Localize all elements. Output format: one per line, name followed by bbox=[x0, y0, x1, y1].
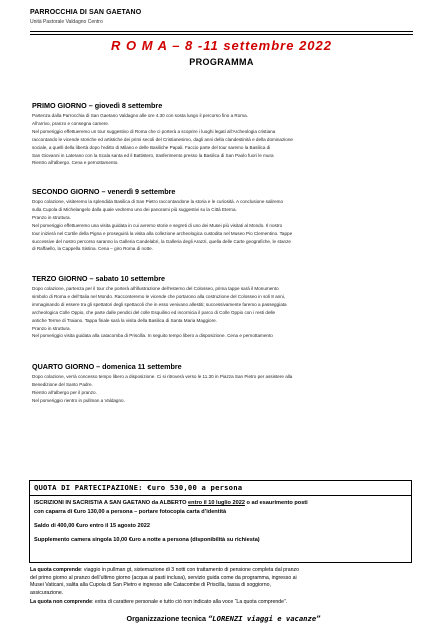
header-rule-bottom bbox=[30, 34, 413, 35]
day-text-line: Nel pomeriggio effettueremo una visita guidata in cui avremo storie e segreti di uno dei Musei più visitati al Mondo. Il nostro bbox=[32, 222, 283, 228]
day-text-line: San Giovanni in Laterano con la Scala santa ed il Battistero, trasferimento presso la Basilica di San Paolo fuori le mura bbox=[32, 152, 274, 158]
day-text-line: tour inizierà nel Cortile della Pigna e proseguirà la visita alla collezione archeologica custodita nel Museo Pio Clementino. Tappe bbox=[32, 230, 293, 236]
day-text-line: Dopo colazione, verrà concesso tempo libero a disposizione. Ci si ritroverà verso le 11.30 in Piazza San Pietro per assistere alla bbox=[32, 374, 293, 379]
parish-name: PARROCCHIA DI SAN GAETANO bbox=[30, 9, 142, 16]
programme-heading: PROGRAMMA bbox=[189, 57, 254, 67]
enrollment-text-end: o ad esaurimento posti bbox=[244, 500, 308, 506]
includes-text: : viaggio in pullman gt, sistemazione di 3 notti con trattamento di pensione completa dal pranzo bbox=[81, 567, 300, 573]
day-title: PRIMO GIORNO – giovedì 8 settembre bbox=[32, 101, 163, 110]
day-text-line: Nel pomeriggio rientro in pullman a Valdagno. bbox=[32, 397, 125, 403]
header-rule-top bbox=[30, 31, 413, 32]
includes-note bbox=[30, 567, 413, 597]
day-text-line: Rientro all’albergo. Cena e pernottamento. bbox=[32, 160, 119, 166]
day-text-line: All’arrivo, pranzo e consegna camere. bbox=[32, 120, 110, 126]
day-text-line: Nel pomeriggio visita guidata alla catacomba di Priscilla. In seguito tempo libero a disposizione. Cena e pernottamento bbox=[32, 333, 273, 339]
day-text-line: Pranzo in struttura. bbox=[32, 325, 71, 331]
balance-info: Saldo di 400,00 €uro entro il 15 agosto 2022 bbox=[34, 523, 150, 529]
day-text-line: Benedizione del Santo Padre. bbox=[32, 381, 93, 387]
includes-line bbox=[30, 567, 413, 575]
excludes-note bbox=[30, 599, 413, 607]
day-title: QUARTO GIORNO – domenica 11 settembre bbox=[32, 362, 182, 371]
day-text-line: Rientro all’albergo per il pranzo. bbox=[32, 389, 97, 395]
organizer-credit bbox=[0, 614, 447, 623]
includes-line: assicurazione. bbox=[30, 589, 64, 596]
day-text-line: di Raffaello, la Cappella Sistina. Cena – giro Roma di notte. bbox=[32, 246, 153, 252]
day-text-line: raccontando le vicende storiche ed artistiche dei primi secoli del Cristianesimo, dagli anni della clandestinità e della dominazione bbox=[32, 136, 293, 142]
day-section-3 bbox=[32, 274, 413, 340]
day-text-line: Nel pomeriggio effettueremo un tour suggestivo di Roma che ci porterà a scoprire i luoghi legati all’Archeologia cristiana bbox=[32, 128, 276, 134]
quota-box bbox=[29, 480, 412, 563]
day-title: SECONDO GIORNO – venerdì 9 settembre bbox=[32, 187, 176, 196]
organizer-name: “LORENZI viaggi e vacanze” bbox=[207, 614, 321, 623]
pastoral-unit: Unità Pastorale Valdagno Centro bbox=[30, 19, 103, 25]
enrollment-deadline: entro il 10 luglio 2022 bbox=[188, 500, 245, 506]
day-title: TERZO GIORNO – sabato 10 settembre bbox=[32, 274, 166, 283]
day-section-1 bbox=[32, 101, 413, 167]
trip-title: R O M A – 8 -11 settembre 2022 bbox=[111, 38, 332, 53]
day-text-line: archeologica Colle Oppio, che parte dalle pendici del colle Esquilino ed incornicia il parco di Colle Oppio con i resti delle bbox=[32, 309, 276, 315]
includes-label: La quota comprende bbox=[30, 567, 82, 573]
day-text-line: Dopo colazione, partenza per il tour che porterà all’illustrazione dell’esterno del Colosseo, prima tappe sarà il Monumento bbox=[32, 286, 279, 291]
includes-line: Musei Vaticani, salita alla Cupola di San Pietro e ingresso alle Catacombe di Priscilla, tassa di soggiorno, bbox=[30, 582, 271, 589]
day-text-line: Dopo colazione, visiteremo la splendida Basilica di San Pietro raccontandone la storia e le curiosità. A conclusione saliremo bbox=[32, 199, 284, 204]
organizer-prefix: Organizzazione tecnica bbox=[126, 614, 208, 623]
day-text-line: simbolo di Roma e dell’Italia nel Mondo. Racconteremo le vicende che portarono alla costruzione del Colosseo in soli 8 anni, bbox=[32, 293, 286, 299]
day-text-line: successive del nostro percorso saranno la Galleria Candelabri, la Galleria degli Arazzi, quella delle Carte geografiche, le stanze bbox=[32, 238, 291, 244]
day-text-line: sulla Cupola di Michelangelo dalla quale vedremo uno dei panorami più suggestivi su la Città Eterna. bbox=[32, 206, 237, 212]
quota-row bbox=[30, 481, 411, 496]
excludes-text: : extra di carattere personale e tutto ciò non indicato alla voce “La quota comprende”. bbox=[91, 599, 288, 605]
supplement-info: Supplemento camera singola 10,00 €uro a notte a persona (disponibilità su richiesta) bbox=[34, 537, 260, 543]
deposit-info: con caparra di €uro 130,00 a persona – portare fotocopia carta d’identità bbox=[34, 509, 227, 515]
day-text-line: Partenza dalla Parrocchia di San Gaetano Valdagno alle ore 4.30 con sosta lungo il percorso fino a Roma. bbox=[32, 113, 248, 118]
day-text-line: sociale, a quelli della libertà dopo l’editto di Milano e delle Basiliche Papali. Faccio parte del tour saremo la Basilica di bbox=[32, 144, 271, 150]
day-section-2 bbox=[32, 187, 413, 253]
day-text-line: immaginando di essere tra gli spettatori degli spettacoli che in esso venivano allestiti; successivamente faremo a passeggiata bbox=[32, 301, 287, 307]
day-text-line: antiche Terme di Traiano. Tappa finale sarà la visita della Basilica di Santa Maria Maggiore. bbox=[32, 317, 217, 323]
enrollment-info bbox=[34, 500, 308, 506]
day-text-line: Pranzo in struttura. bbox=[32, 214, 71, 220]
quota-label: QUOTA DI PARTECIPAZIONE: €uro 530,00 a persona bbox=[34, 483, 243, 492]
enrollment-text: ISCRIZIONI IN SACRISTIA A SAN GAETANO da ALBERTO bbox=[34, 500, 189, 506]
excludes-label: La quota non comprende bbox=[30, 599, 92, 605]
day-section-4 bbox=[32, 362, 413, 405]
includes-line: del primo giorno al pranzo dell’ultimo giorno (acqua ai pasti inclusa), servizio guida come da programma, ingresso ai bbox=[30, 574, 297, 581]
